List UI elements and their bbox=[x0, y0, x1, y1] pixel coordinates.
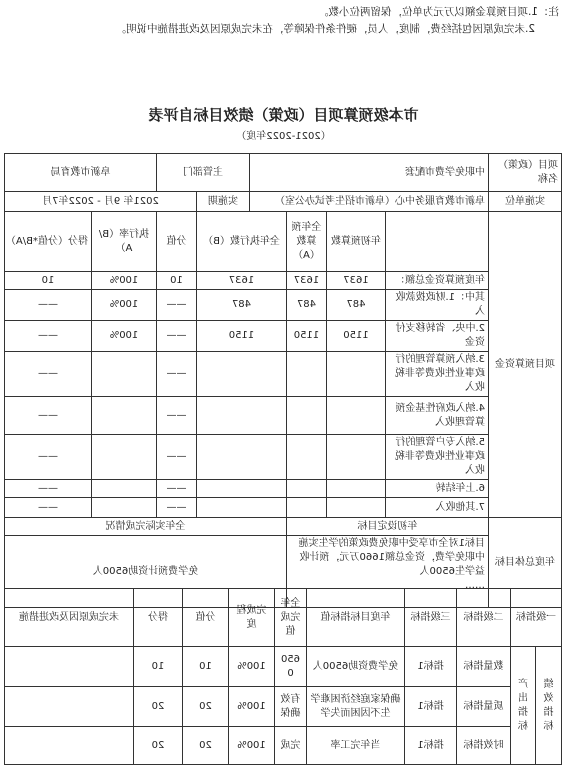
table-row bbox=[5, 647, 562, 687]
budget-cell: 1150 bbox=[287, 321, 327, 352]
budget-cell bbox=[92, 352, 157, 397]
budget-col-score: 分值 bbox=[157, 212, 197, 272]
budget-cell: 1637 bbox=[197, 272, 287, 290]
budget-cell: 10 bbox=[157, 272, 197, 290]
perf-col-points: 得分 bbox=[134, 589, 183, 647]
goals-actual-value: 免学费预计资助6500人 bbox=[5, 536, 287, 608]
budget-cell: 1637 bbox=[327, 272, 386, 290]
budget-cell bbox=[287, 498, 327, 518]
budget-cell bbox=[92, 435, 157, 480]
budget-cell: —— bbox=[5, 435, 92, 480]
perf-degree: 100% bbox=[229, 647, 275, 687]
budget-row-label: 其中：1.财政拨款收入 bbox=[386, 290, 489, 321]
budget-cell bbox=[287, 480, 327, 498]
budget-cell: —— bbox=[5, 352, 92, 397]
budget-cell: —— bbox=[157, 352, 197, 397]
budget-cell bbox=[92, 397, 157, 435]
budget-col-rate: 执行率（B/A） bbox=[92, 212, 157, 272]
budget-cell bbox=[197, 498, 287, 518]
budget-cell: 487 bbox=[327, 290, 386, 321]
budget-col-points: 得分（分值*B/A） bbox=[5, 212, 92, 272]
goals-actual-label: 全年实际完成情况 bbox=[5, 518, 287, 536]
table-row bbox=[5, 272, 562, 290]
budget-cell: 487 bbox=[287, 290, 327, 321]
goals-section-label: 年度总体目标 bbox=[489, 518, 562, 608]
project-name-value: 中职免学费市配套 bbox=[250, 154, 489, 192]
budget-cell: 1150 bbox=[197, 321, 287, 352]
table-row bbox=[5, 687, 562, 727]
budget-row-label: 5.纳入专户管理的行政事业性收费等非税收入 bbox=[386, 435, 489, 480]
budget-cell bbox=[327, 480, 386, 498]
perf-l2: 质量指标 bbox=[457, 687, 511, 727]
perf-done: 完成 bbox=[275, 727, 307, 765]
perf-target: 确保家庭经济困难学生不因困而失学 bbox=[307, 687, 405, 727]
goals-set-label: 年初设定目标 bbox=[287, 518, 489, 536]
perf-col-degree: 完成程度 bbox=[229, 589, 275, 647]
budget-row-label: 4.纳入政府性基金预算管理收入 bbox=[386, 397, 489, 435]
budget-cell: —— bbox=[157, 321, 197, 352]
table-row bbox=[5, 397, 562, 435]
perf-col-target: 年度目标指标值 bbox=[307, 589, 405, 647]
perf-reason bbox=[5, 647, 134, 687]
budget-cell: 10 bbox=[5, 272, 92, 290]
table-row bbox=[5, 290, 562, 321]
budget-cell: —— bbox=[5, 498, 92, 518]
table-row bbox=[5, 352, 562, 397]
goals-set-value: 目标1对全市享受中职免费政策的学生实施中职免学费，资金总额1660万元，预计收益学生6500人 bbox=[298, 538, 485, 577]
dept-label: 主管部门 bbox=[157, 154, 250, 192]
perf-col-l2: 二级指标 bbox=[457, 589, 511, 647]
perf-score: 20 bbox=[183, 687, 229, 727]
perf-degree: 100% bbox=[229, 687, 275, 727]
perf-reason bbox=[5, 727, 134, 765]
perf-score: 20 bbox=[183, 727, 229, 765]
page-subtitle: （2021-2022年度） bbox=[236, 131, 331, 142]
budget-cell: 1150 bbox=[327, 321, 386, 352]
budget-cell: 1637 bbox=[287, 272, 327, 290]
note-2: 2.未完成原因包括经费，制度，人员，硬件条件保障等，在未完成原因及改进措施中说明。 bbox=[115, 23, 535, 35]
budget-cell: —— bbox=[157, 397, 197, 435]
budget-cell: —— bbox=[157, 480, 197, 498]
budget-row-label: 7.其他收入 bbox=[386, 498, 489, 518]
impl-unit-value: 阜新市教育服务中心（阜新市招生考试办公室） bbox=[250, 192, 489, 212]
perf-points: 20 bbox=[134, 687, 183, 727]
budget-col-annual: 全年预算数（A） bbox=[287, 212, 327, 272]
evaluation-table bbox=[4, 153, 562, 608]
table-row bbox=[5, 480, 562, 498]
performance-table bbox=[4, 588, 562, 765]
budget-row-label: 3.纳入预算管理的行政事业性收费等非税收入 bbox=[386, 352, 489, 397]
budget-cell: 100% bbox=[92, 321, 157, 352]
budget-cell: —— bbox=[5, 321, 92, 352]
dept-value: 阜新市教育局 bbox=[5, 154, 157, 192]
perf-col-score: 分值 bbox=[183, 589, 229, 647]
budget-cell bbox=[327, 498, 386, 518]
budget-cell bbox=[197, 480, 287, 498]
budget-cell: —— bbox=[5, 290, 92, 321]
perf-l2: 时效指标 bbox=[457, 727, 511, 765]
budget-cell bbox=[197, 435, 287, 480]
perf-done: 有效确保 bbox=[275, 687, 307, 727]
budget-cell bbox=[197, 352, 287, 397]
budget-cell bbox=[327, 352, 386, 397]
table-row bbox=[5, 727, 562, 765]
perf-l3: 指标1 bbox=[405, 687, 457, 727]
budget-cell: 100% bbox=[92, 290, 157, 321]
table-row bbox=[5, 498, 562, 518]
perf-col-done: 全年完成值 bbox=[275, 589, 307, 647]
perf-degree: 100% bbox=[229, 727, 275, 765]
perf-col-l1: 一级指标 bbox=[511, 589, 562, 647]
impl-period-label: 实施期 bbox=[197, 192, 250, 212]
budget-cell bbox=[287, 435, 327, 480]
budget-cell: —— bbox=[157, 290, 197, 321]
perf-target: 免学费资助6500人 bbox=[307, 647, 405, 687]
budget-col-initial: 年初预算数 bbox=[327, 212, 386, 272]
perf-col-l3: 三级指标 bbox=[405, 589, 457, 647]
budget-row-label: 6.上年结转 bbox=[386, 480, 489, 498]
budget-cell bbox=[197, 397, 287, 435]
page-title: 市本级预算项目（政策）绩效目标自评表 bbox=[148, 106, 419, 124]
budget-cell: —— bbox=[157, 435, 197, 480]
budget-section-label: 项目预算资金 bbox=[489, 212, 562, 518]
perf-reason bbox=[5, 687, 134, 727]
perf-l3: 指标1 bbox=[405, 647, 457, 687]
budget-cell bbox=[327, 435, 386, 480]
perf-target: 当年完工率 bbox=[307, 727, 405, 765]
budget-cell: —— bbox=[5, 397, 92, 435]
perf-points: 20 bbox=[134, 727, 183, 765]
perf-score: 10 bbox=[183, 647, 229, 687]
budget-col-executed: 全年执行数（B） bbox=[197, 212, 287, 272]
table-row bbox=[5, 435, 562, 480]
impl-unit-label: 实施单位 bbox=[489, 192, 562, 212]
perf-points: 10 bbox=[134, 647, 183, 687]
goals-set-extra: …… bbox=[465, 580, 485, 591]
perf-output-label: 产出指标 bbox=[511, 647, 536, 765]
budget-cell: —— bbox=[5, 480, 92, 498]
budget-cell bbox=[287, 397, 327, 435]
perf-col-reason: 未完成原因及改进措施 bbox=[5, 589, 134, 647]
budget-row-label: 年度预算资金总额： bbox=[386, 272, 489, 290]
notes bbox=[115, 4, 559, 38]
perf-vertical-label: 绩效指标 bbox=[536, 647, 562, 765]
budget-cell bbox=[287, 352, 327, 397]
budget-cell: 100% bbox=[92, 272, 157, 290]
table-row bbox=[5, 321, 562, 352]
budget-cell: 487 bbox=[197, 290, 287, 321]
note-1: 注：1.项目预算金额以万元为单位，保留两位小数。 bbox=[317, 6, 559, 18]
budget-cell bbox=[92, 480, 157, 498]
budget-cell: —— bbox=[157, 498, 197, 518]
budget-row-label: 2.中央、省转移支付资金 bbox=[386, 321, 489, 352]
budget-cell bbox=[327, 397, 386, 435]
perf-done: 6500 bbox=[275, 647, 307, 687]
project-name-label: 项目（政策）名称 bbox=[489, 154, 562, 192]
perf-l2: 数量指标 bbox=[457, 647, 511, 687]
budget-cell bbox=[92, 498, 157, 518]
perf-l3: 指标1 bbox=[405, 727, 457, 765]
impl-period-value: 2021年 9月 - 2022年7月 bbox=[5, 192, 197, 212]
